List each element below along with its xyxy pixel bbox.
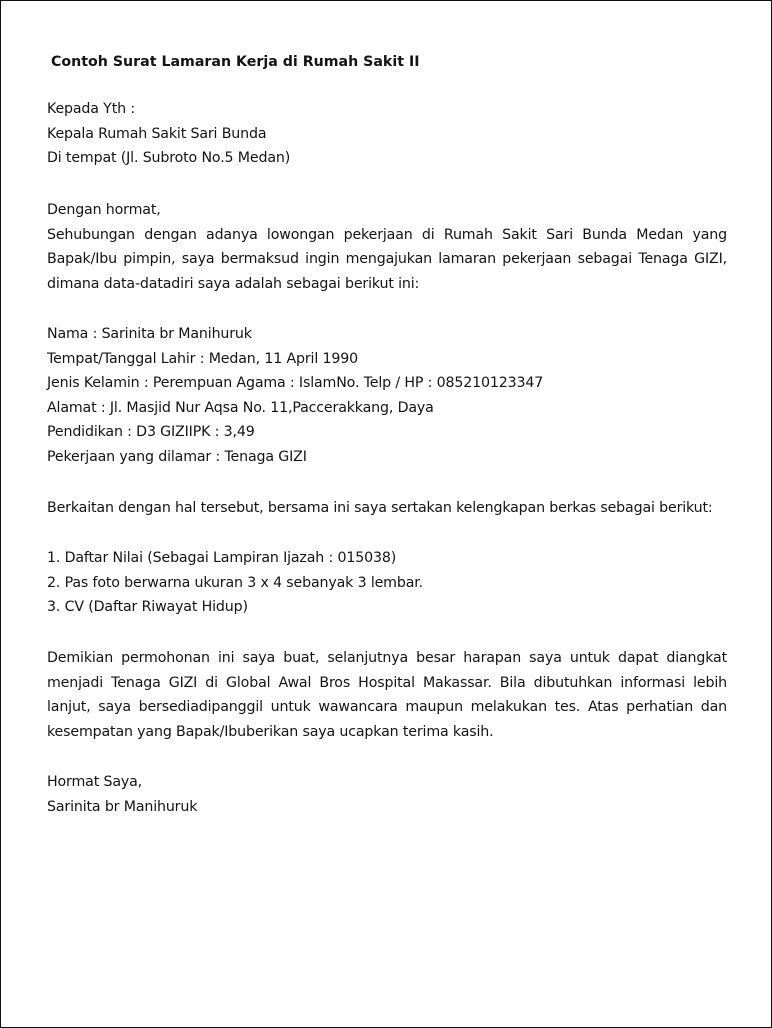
personal-data-item: Pekerjaan yang dilamar : Tenaga GIZI bbox=[47, 448, 307, 465]
attachment-item: 2. Pas foto berwarna ukuran 3 x 4 sebanyak 3 lembar. bbox=[47, 574, 423, 591]
recipient-name: Kepala Rumah Sakit Sari Bunda bbox=[47, 125, 267, 142]
attachment-item: 1. Daftar Nilai (Sebagai Lampiran Ijazah : 015038) bbox=[47, 550, 397, 566]
closing-line: menjadi Tenaga GIZI di Global Awal Bros Hospital Makassar. Bila dibutuhkan informasi lebih bbox=[47, 674, 727, 691]
personal-data-item: Pendidikan : D3 GIZIIPK : 3,49 bbox=[47, 424, 255, 441]
salutation: Dengan hormat, bbox=[47, 202, 161, 218]
personal-data-item: Jenis Kelamin : Perempuan Agama : IslamNo. Telp / HP : 085210123347 bbox=[47, 375, 544, 392]
recipient-block bbox=[47, 97, 727, 171]
page-title: Contoh Surat Lamaran Kerja di Rumah Sakit II bbox=[51, 54, 420, 70]
signature-name: Sarinita br Manihuruk bbox=[47, 798, 198, 815]
attachment-item: 3. CV (Daftar Riwayat Hidup) bbox=[47, 599, 248, 616]
opening-line: dimana data-datadiri saya adalah sebagai berikut ini: bbox=[47, 275, 420, 292]
opening-paragraph bbox=[47, 198, 727, 296]
closing-paragraph bbox=[47, 646, 727, 744]
attachments-intro bbox=[47, 496, 727, 521]
signature-regards: Hormat Saya, bbox=[47, 774, 143, 790]
opening-line: Bapak/Ibu pimpin, saya bermaksud ingin mengajukan lamaran pekerjaan sebagai Tenaga GIZI, bbox=[47, 251, 727, 268]
opening-line: Sehubungan dengan adanya lowongan pekerjaan di Rumah Sakit Sari Bunda Medan yang bbox=[47, 226, 727, 243]
closing-line: kesempatan yang Bapak/Ibuberikan saya ucapkan terima kasih. bbox=[47, 723, 494, 740]
personal-data-list bbox=[47, 322, 727, 470]
closing-line: Demikian permohonan ini saya buat, selanjutnya besar harapan saya untuk dapat diangkat bbox=[47, 650, 727, 666]
attachments-list bbox=[47, 546, 727, 620]
closing-line: lanjut, saya bersediadipanggil untuk wawancara maupun melakukan tes. Atas perhatian dan bbox=[47, 699, 727, 716]
recipient-greeting: Kepada Yth : bbox=[47, 101, 135, 117]
personal-data-item: Alamat : Jl. Masjid Nur Aqsa No. 11,Paccerakkang, Daya bbox=[47, 399, 434, 416]
personal-data-item: Nama : Sarinita br Manihuruk bbox=[47, 326, 252, 342]
personal-data-item: Tempat/Tanggal Lahir : Medan, 11 April 1990 bbox=[47, 350, 359, 367]
recipient-place: Di tempat (Jl. Subroto No.5 Medan) bbox=[47, 150, 291, 167]
signature-block bbox=[47, 770, 727, 819]
attachments-intro-text: Berkaitan dengan hal tersebut, bersama ini saya sertakan kelengkapan berkas sebagai berikut: bbox=[47, 500, 713, 516]
